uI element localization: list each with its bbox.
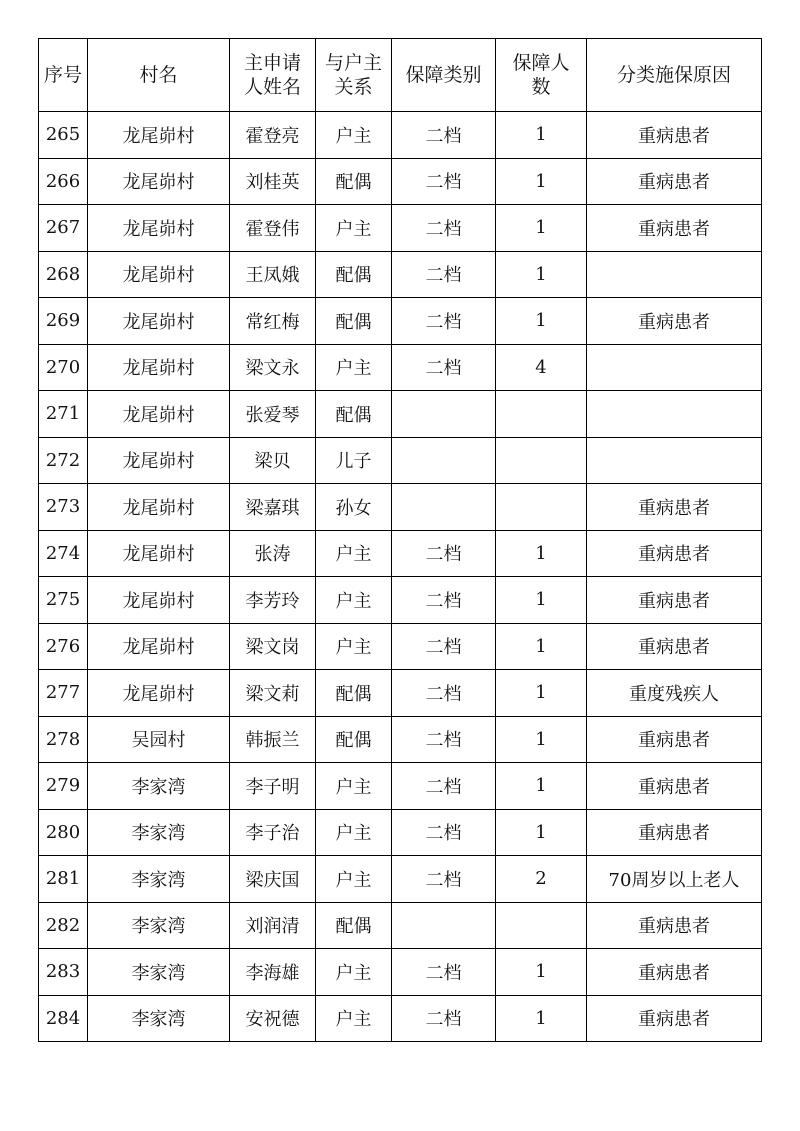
cell-count: 1 [496, 995, 587, 1042]
cell-relation: 户主 [316, 623, 392, 670]
cell-reason: 重病患者 [587, 577, 762, 624]
cell-village: 李家湾 [88, 809, 230, 856]
table-row [39, 158, 762, 205]
cell-village: 龙尾峁村 [88, 437, 230, 484]
cell-seq: 268 [39, 251, 88, 298]
cell-relation: 配偶 [316, 298, 392, 345]
cell-count: 4 [496, 344, 587, 391]
cell-relation: 配偶 [316, 716, 392, 763]
cell-seq: 270 [39, 344, 88, 391]
cell-relation: 户主 [316, 995, 392, 1042]
cell-seq: 267 [39, 205, 88, 252]
cell-category: 二档 [392, 856, 496, 903]
cell-seq: 266 [39, 158, 88, 205]
header-relation-line2: 关系 [334, 76, 373, 98]
cell-name: 梁文永 [230, 344, 316, 391]
cell-count: 1 [496, 158, 587, 205]
cell-seq: 276 [39, 623, 88, 670]
cell-village: 龙尾峁村 [88, 670, 230, 717]
cell-reason: 重病患者 [587, 205, 762, 252]
cell-name: 王凤娥 [230, 251, 316, 298]
cell-seq: 272 [39, 437, 88, 484]
table-row [39, 437, 762, 484]
header-village: 村名 [88, 39, 230, 112]
cell-name: 安祝德 [230, 995, 316, 1042]
cell-category: 二档 [392, 158, 496, 205]
table-row [39, 809, 762, 856]
cell-seq: 283 [39, 949, 88, 996]
cell-relation: 配偶 [316, 391, 392, 438]
cell-reason [587, 437, 762, 484]
cell-village: 龙尾峁村 [88, 530, 230, 577]
cell-relation: 户主 [316, 577, 392, 624]
cell-reason: 重病患者 [587, 484, 762, 531]
cell-name: 梁文莉 [230, 670, 316, 717]
table-row [39, 205, 762, 252]
cell-relation: 儿子 [316, 437, 392, 484]
cell-category [392, 437, 496, 484]
table-row [39, 577, 762, 624]
header-relation [316, 39, 392, 112]
cell-village: 龙尾峁村 [88, 251, 230, 298]
table-row [39, 670, 762, 717]
table-row [39, 391, 762, 438]
cell-village: 李家湾 [88, 995, 230, 1042]
cell-reason [587, 251, 762, 298]
cell-reason: 重病患者 [587, 763, 762, 810]
cell-category [392, 484, 496, 531]
cell-village: 龙尾峁村 [88, 112, 230, 159]
cell-name: 韩振兰 [230, 716, 316, 763]
cell-village: 吴园村 [88, 716, 230, 763]
header-applicant-line2: 人姓名 [243, 76, 301, 98]
cell-reason: 重病患者 [587, 809, 762, 856]
table-row [39, 856, 762, 903]
cell-category: 二档 [392, 809, 496, 856]
table-row [39, 484, 762, 531]
cell-name: 刘桂英 [230, 158, 316, 205]
cell-category [392, 391, 496, 438]
header-relation-line1: 与户主 [324, 52, 382, 74]
cell-name: 李海雄 [230, 949, 316, 996]
cell-reason: 重病患者 [587, 949, 762, 996]
cell-village: 李家湾 [88, 949, 230, 996]
header-reason: 分类施保原因 [587, 39, 762, 112]
cell-village: 李家湾 [88, 763, 230, 810]
cell-reason: 重病患者 [587, 716, 762, 763]
cell-seq: 265 [39, 112, 88, 159]
cell-relation: 配偶 [316, 902, 392, 949]
cell-seq: 282 [39, 902, 88, 949]
cell-category: 二档 [392, 530, 496, 577]
table-row [39, 716, 762, 763]
cell-village: 龙尾峁村 [88, 205, 230, 252]
cell-name: 梁嘉琪 [230, 484, 316, 531]
cell-seq: 273 [39, 484, 88, 531]
cell-category [392, 902, 496, 949]
cell-count [496, 484, 587, 531]
cell-category: 二档 [392, 995, 496, 1042]
cell-reason [587, 344, 762, 391]
cell-reason: 重病患者 [587, 995, 762, 1042]
cell-category: 二档 [392, 344, 496, 391]
cell-village: 龙尾峁村 [88, 344, 230, 391]
table-row [39, 623, 762, 670]
cell-count: 2 [496, 856, 587, 903]
cell-count: 1 [496, 809, 587, 856]
cell-count [496, 391, 587, 438]
cell-seq: 281 [39, 856, 88, 903]
cell-reason [587, 391, 762, 438]
cell-name: 霍登伟 [230, 205, 316, 252]
cell-relation: 户主 [316, 112, 392, 159]
header-category: 保障类别 [392, 39, 496, 112]
cell-reason: 重度残疾人 [587, 670, 762, 717]
cell-category: 二档 [392, 716, 496, 763]
header-seq: 序号 [39, 39, 88, 112]
cell-seq: 279 [39, 763, 88, 810]
cell-reason: 重病患者 [587, 112, 762, 159]
cell-name: 张涛 [230, 530, 316, 577]
cell-village: 龙尾峁村 [88, 391, 230, 438]
cell-category: 二档 [392, 251, 496, 298]
cell-name: 李子明 [230, 763, 316, 810]
cell-count: 1 [496, 298, 587, 345]
cell-seq: 280 [39, 809, 88, 856]
cell-category: 二档 [392, 949, 496, 996]
table-row [39, 530, 762, 577]
cell-relation: 户主 [316, 856, 392, 903]
cell-category: 二档 [392, 112, 496, 159]
cell-name: 霍登亮 [230, 112, 316, 159]
cell-count: 1 [496, 205, 587, 252]
table-header [39, 39, 762, 112]
cell-count: 1 [496, 251, 587, 298]
table-row [39, 902, 762, 949]
cell-relation: 户主 [316, 530, 392, 577]
cell-village: 龙尾峁村 [88, 298, 230, 345]
cell-count: 1 [496, 530, 587, 577]
cell-category: 二档 [392, 577, 496, 624]
table-row [39, 995, 762, 1042]
cell-reason: 重病患者 [587, 298, 762, 345]
cell-seq: 274 [39, 530, 88, 577]
cell-name: 梁文岗 [230, 623, 316, 670]
cell-reason: 重病患者 [587, 902, 762, 949]
cell-village: 龙尾峁村 [88, 158, 230, 205]
header-count-line2: 数 [531, 76, 551, 98]
cell-reason: 重病患者 [587, 530, 762, 577]
table-body [39, 112, 762, 1042]
cell-relation: 户主 [316, 763, 392, 810]
table-row [39, 949, 762, 996]
cell-name: 梁贝 [230, 437, 316, 484]
table-row [39, 763, 762, 810]
header-applicant-line1: 主申请 [243, 52, 301, 74]
cell-name: 张爱琴 [230, 391, 316, 438]
table-row [39, 344, 762, 391]
roster-table [38, 38, 762, 1042]
cell-seq: 278 [39, 716, 88, 763]
cell-relation: 孙女 [316, 484, 392, 531]
cell-village: 龙尾峁村 [88, 484, 230, 531]
cell-count: 1 [496, 623, 587, 670]
cell-village: 李家湾 [88, 856, 230, 903]
cell-category: 二档 [392, 670, 496, 717]
cell-relation: 户主 [316, 809, 392, 856]
cell-village: 李家湾 [88, 902, 230, 949]
table-row [39, 112, 762, 159]
cell-relation: 户主 [316, 344, 392, 391]
cell-name: 常红梅 [230, 298, 316, 345]
cell-name: 李子治 [230, 809, 316, 856]
cell-name: 李芳玲 [230, 577, 316, 624]
cell-count: 1 [496, 763, 587, 810]
cell-seq: 277 [39, 670, 88, 717]
cell-seq: 275 [39, 577, 88, 624]
header-count-line1: 保障人 [512, 52, 570, 74]
cell-count [496, 902, 587, 949]
cell-name: 刘润清 [230, 902, 316, 949]
header-applicant [230, 39, 316, 112]
cell-reason: 重病患者 [587, 158, 762, 205]
cell-relation: 户主 [316, 205, 392, 252]
cell-seq: 271 [39, 391, 88, 438]
cell-category: 二档 [392, 763, 496, 810]
cell-count: 1 [496, 112, 587, 159]
cell-category: 二档 [392, 298, 496, 345]
cell-count: 1 [496, 577, 587, 624]
header-count [496, 39, 587, 112]
cell-village: 龙尾峁村 [88, 577, 230, 624]
table-row [39, 251, 762, 298]
cell-village: 龙尾峁村 [88, 623, 230, 670]
cell-count: 1 [496, 670, 587, 717]
cell-category: 二档 [392, 623, 496, 670]
cell-reason: 重病患者 [587, 623, 762, 670]
cell-count: 1 [496, 949, 587, 996]
cell-name: 梁庆国 [230, 856, 316, 903]
cell-seq: 269 [39, 298, 88, 345]
cell-count [496, 437, 587, 484]
cell-reason: 70周岁以上老人 [587, 856, 762, 903]
cell-relation: 配偶 [316, 670, 392, 717]
cell-relation: 配偶 [316, 158, 392, 205]
cell-count: 1 [496, 716, 587, 763]
cell-relation: 户主 [316, 949, 392, 996]
cell-seq: 284 [39, 995, 88, 1042]
table-row [39, 298, 762, 345]
header-row [39, 39, 762, 112]
cell-category: 二档 [392, 205, 496, 252]
cell-relation: 配偶 [316, 251, 392, 298]
